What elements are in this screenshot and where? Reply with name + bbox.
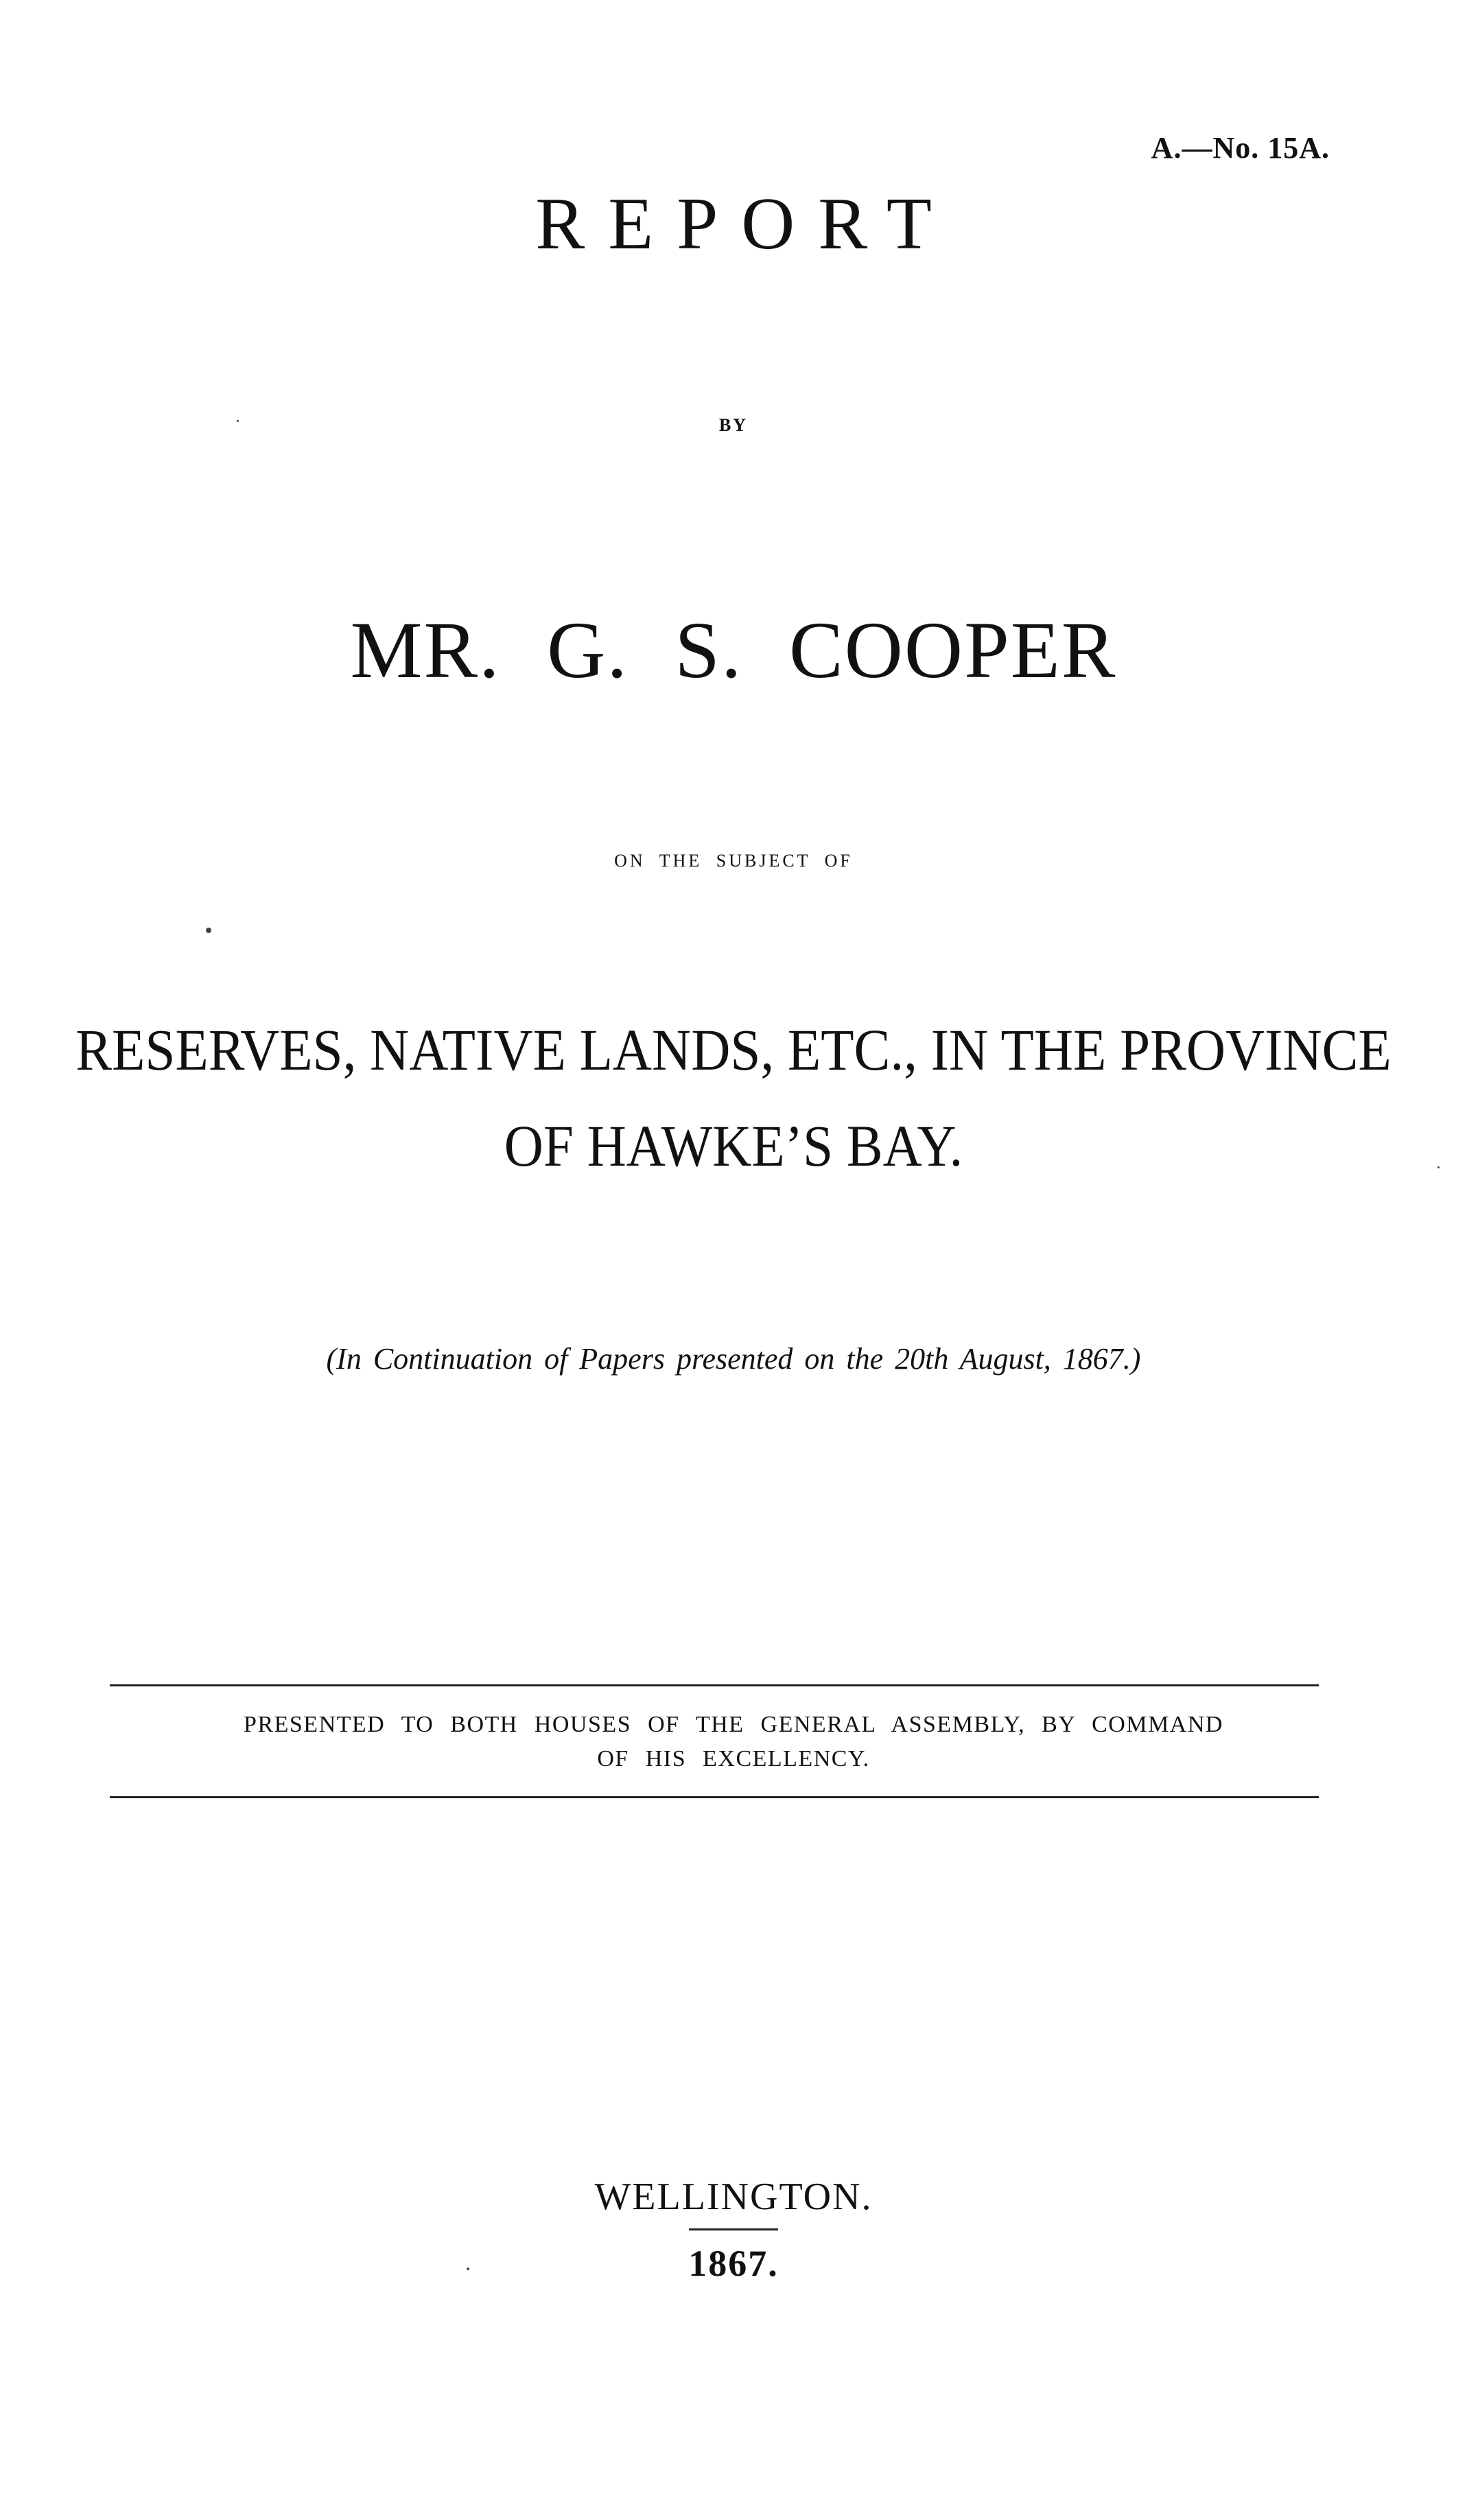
title-line-1: RESERVES, NATIVE LANDS, ETC., IN THE PROVINCE	[75, 1017, 1392, 1083]
author-name: MR. G. S. COOPER	[350, 605, 1117, 695]
publication-year: 1867.	[688, 2243, 779, 2284]
place-of-publication: WELLINGTON.	[594, 2176, 873, 2218]
print-speck	[206, 928, 211, 933]
document-reference: A.—No. 15A.	[1151, 131, 1330, 165]
continuation-note: (In Continuation of Papers presented on the 20th August, 1867.)	[326, 1342, 1141, 1376]
presented-line-1: PRESENTED TO BOTH HOUSES OF THE GENERAL ASSEMBLY, BY COMMAND	[244, 1712, 1223, 1737]
presented-line-2: OF HIS EXCELLENCY.	[597, 1746, 870, 1771]
title-line-2: OF HAWKE’S BAY.	[504, 1113, 963, 1179]
by-label: BY	[718, 415, 749, 435]
bottom-rule	[110, 1796, 1319, 1798]
report-heading: REPORT	[535, 183, 955, 265]
subject-intro: ON THE SUBJECT OF	[614, 851, 853, 871]
print-speck	[1437, 1166, 1440, 1168]
print-speck	[237, 420, 239, 422]
print-speck	[467, 2268, 469, 2270]
top-rule	[110, 1684, 1319, 1686]
place-year-divider	[689, 2228, 778, 2230]
